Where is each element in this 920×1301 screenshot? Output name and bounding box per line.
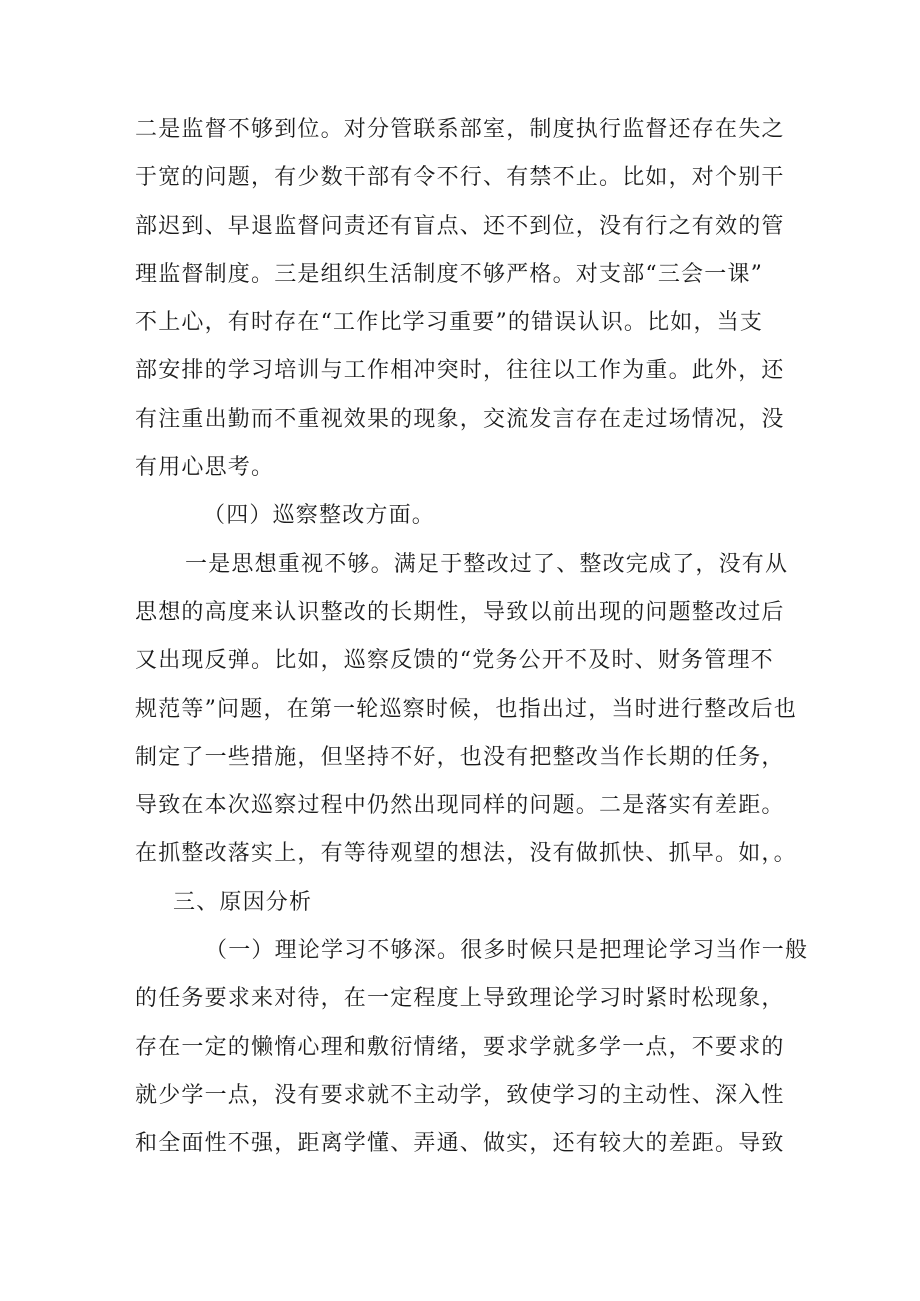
text-line: 不上心，有时存在“工作比学习重要”的错误认识。比如，当支 xyxy=(135,310,764,336)
text-line: 又出现反弹。比如，巡察反馈的“党务公开不及时、财务管理不 xyxy=(135,648,774,674)
text-line: 思想的高度来认识整改的长期性，导致以前出现的问题整改过后 xyxy=(135,599,785,625)
text-line: 导致在本次巡察过程中仍然出现同样的问题。二是落实有差距。 xyxy=(135,793,785,819)
text-line: 部迟到、早退监督问责还有盲点、还不到位，没有行之有效的管 xyxy=(135,213,785,239)
text-line: 有注重出勤而不重视效果的现象，交流发言存在走过场情况，没 xyxy=(135,406,785,432)
section-heading-four: （四）巡察整改方面。 xyxy=(203,503,436,529)
text-line: 和全面性不强，距离学懂、弄通、做实，还有较大的差距。导致 xyxy=(135,1131,785,1157)
text-line: 有用心思考。 xyxy=(135,455,275,481)
section-heading-three: 三、原因分析 xyxy=(173,889,313,915)
text-line: 部安排的学习培训与工作相冲突时，往往以工作为重。此外，还 xyxy=(135,358,785,384)
paragraph-start: （一）理论学习不够深。很多时候只是把理论学习当作一般 xyxy=(205,938,809,964)
text-line: 制定了一些措施，但坚持不好，也没有把整改当作长期的任务， xyxy=(135,744,785,770)
paragraph-start: 一是思想重视不够。满足于整改过了、整改完成了，没有从 xyxy=(185,551,789,577)
text-line: 在抓整改落实上，有等待观望的想法，没有做抓快、抓早。如，。 xyxy=(135,841,797,867)
text-line: 存在一定的懒惰心理和敷衍情绪，要求学就多学一点，不要求的 xyxy=(135,1034,785,1060)
text-line: 的任务要求来对待，在一定程度上导致理论学习时紧时松现象， xyxy=(135,986,785,1012)
text-line: 理监督制度。三是组织生活制度不够严格。对支部“三会一课” xyxy=(135,261,764,287)
document-body xyxy=(135,106,809,1169)
text-line: 规范等”问题，在第一轮巡察时候，也指出过，当时进行整改后也 xyxy=(135,696,798,722)
text-line: 就少学一点，没有要求就不主动学，致使学习的主动性、深入性 xyxy=(135,1082,785,1108)
text-line: 二是监督不够到位。对分管联系部室，制度执行监督还存在失之 xyxy=(135,117,785,142)
text-line: 于宽的问题，有少数干部有令不行、有禁不止。比如，对个别干 xyxy=(135,165,785,191)
